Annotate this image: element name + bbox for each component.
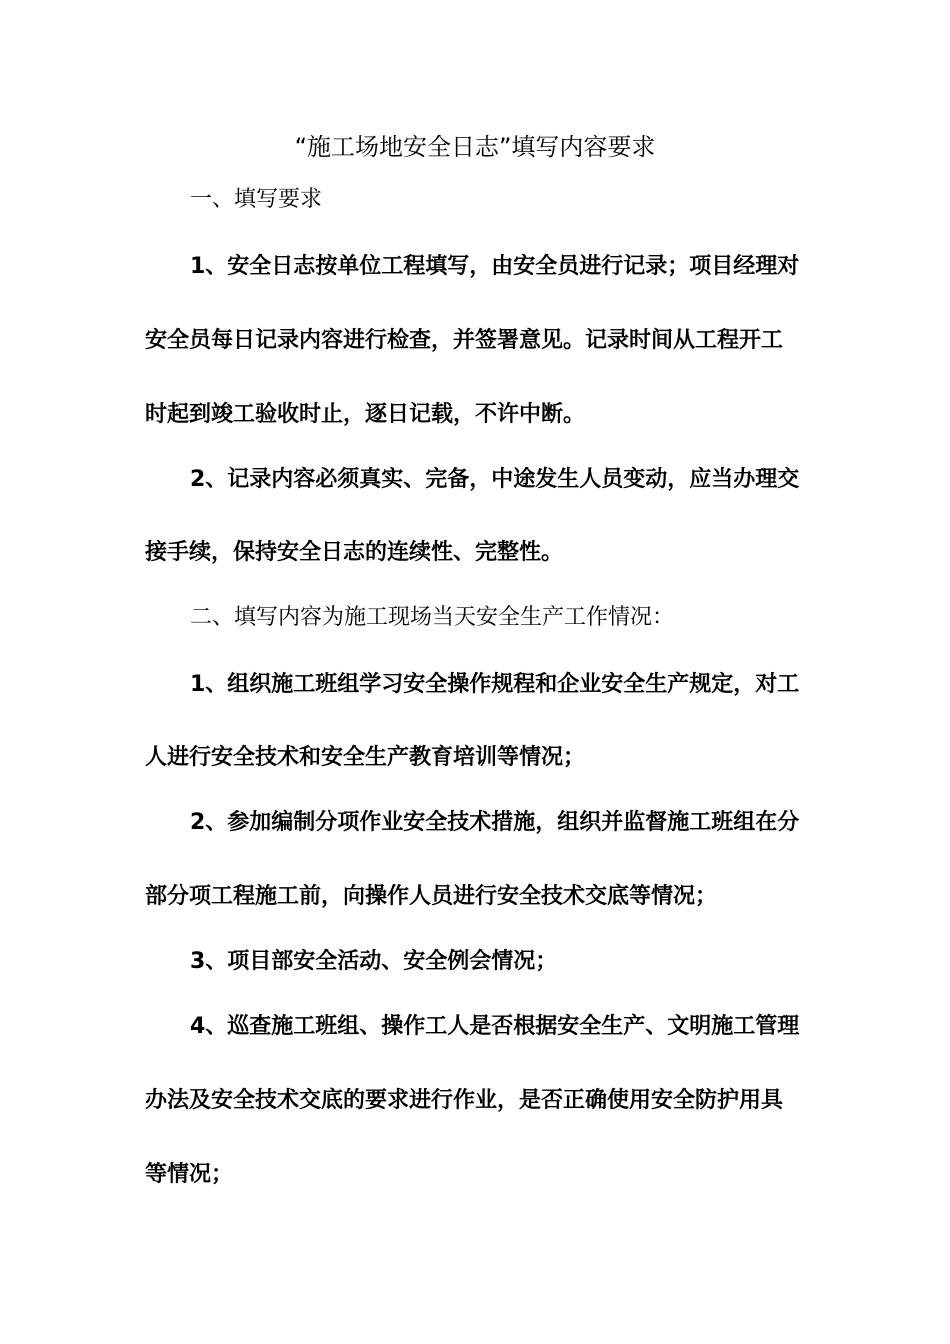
item-2-4-line-3: 等情况；: [145, 1162, 234, 1187]
item-2-2-line-2: 部分项工程施工前，向操作人员进行安全技术交底等情况；: [145, 884, 718, 909]
item-2-4-line-2: 办法及安全技术交底的要求进行作业，是否正确使用安全防护用具: [145, 1088, 784, 1113]
item-1-1-line-2: 安全员每日记录内容进行检查，并签署意见。记录时间从工程开工: [145, 328, 784, 353]
section-1-heading: 一、填写要求: [190, 187, 323, 212]
item-2-2-line-1: 2、参加编制分项作业安全技术措施，组织并监督施工班组在分: [190, 810, 800, 835]
section-2-heading: 二、填写内容为施工现场当天安全生产工作情况：: [190, 605, 675, 630]
item-2-1-line-2: 人进行安全技术和安全生产教育培训等情况；: [145, 745, 586, 770]
item-1-2-line-2: 接手续，保持安全日志的连续性、完整性。: [145, 540, 564, 565]
item-2-3-line-1: 3、项目部安全活动、安全例会情况；: [190, 949, 558, 974]
item-1-1-line-3: 时起到竣工验收时止，逐日记载，不许中断。: [145, 402, 586, 427]
document-title: “施工场地安全日志”填写内容要求: [294, 133, 656, 161]
item-1-2-line-1: 2、记录内容必须真实、完备，中途发生人员变动，应当办理交: [190, 467, 800, 492]
item-2-4-line-1: 4、巡查施工班组、操作工人是否根据安全生产、文明施工管理: [190, 1014, 800, 1039]
item-1-1-line-1: 1、安全日志按单位工程填写，由安全员进行记录；项目经理对: [190, 254, 800, 279]
item-2-1-line-1: 1、组织施工班组学习安全操作规程和企业安全生产规定，对工: [190, 672, 800, 697]
